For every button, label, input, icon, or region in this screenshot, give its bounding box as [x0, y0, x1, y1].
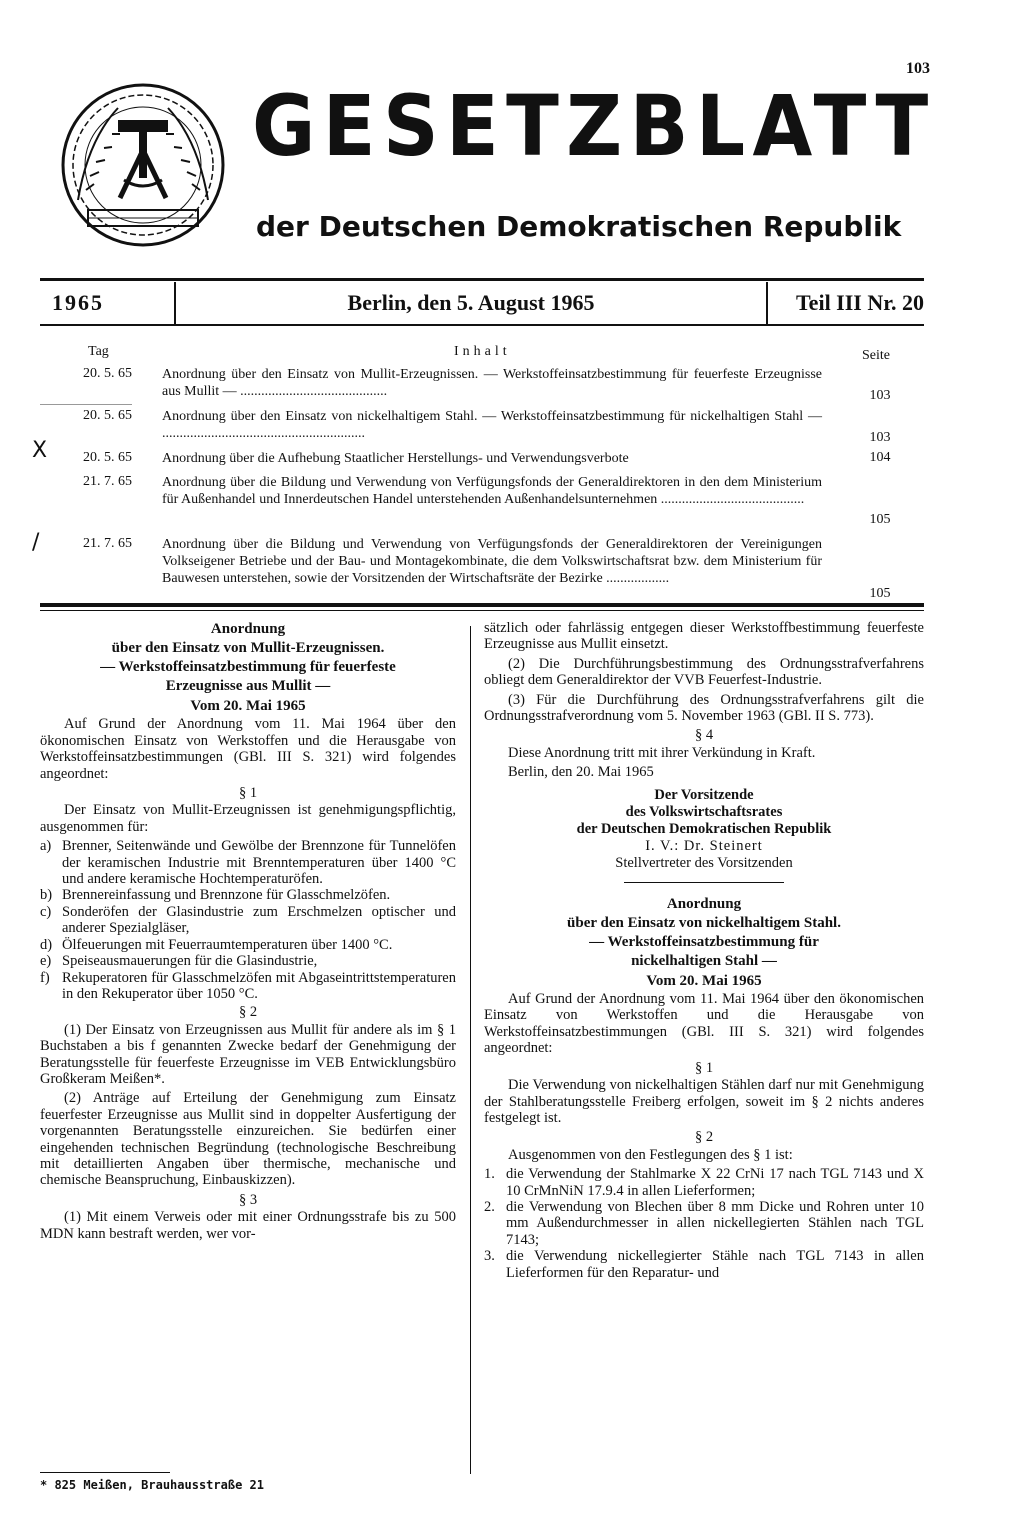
article1-s2-p2: (2) Anträge auf Erteilung der Genehmigung zum Einsatz feuerfester Erzeugnisse aus Mullit sind in doppelter Ausfertigung der vorgenannten Beratungsstelle einzureichen. Sie bedürfen einer eingehenden technischen Begründung (technologische Beschreibung mit detaillierten Angaben über thermische, mechanische und chemische Beanspruchung, Einbauskizzen). [40, 1090, 456, 1189]
article2-title-line: — Werkstoffeinsatzbestimmung für [589, 933, 819, 950]
signature-line: Der Vorsitzende [654, 786, 754, 803]
list-item-text: Ölfeuerungen mit Feuerraumtemperaturen über 1400 °C. [62, 936, 393, 953]
column-divider [470, 626, 471, 1474]
toc-entry [32, 528, 924, 604]
toc-bottom-rule [40, 603, 924, 607]
article1-title [40, 620, 456, 696]
issue-year: 1965 [52, 290, 104, 315]
toc-entry-title: Anordnung über die Aufhebung Staatlicher Herstellungs- und Verwendungsverbote [162, 451, 629, 466]
list-item [40, 904, 456, 937]
toc-header [40, 340, 924, 364]
top-rule [40, 278, 924, 281]
toc-entry-page: 103 [869, 430, 891, 445]
list-item-label: b) [40, 887, 53, 904]
list-item-text: Brennereinfassung und Brennzone für Glasschmelzöfen. [62, 887, 391, 904]
article1-s4-text: Diese Anordnung tritt mit ihrer Verkündung in Kraft. [508, 744, 816, 761]
list-item-text: die Verwendung nickellegierter Stähle nach TGL 7143 in allen Lieferformen für den Reparatur- und [506, 1248, 924, 1281]
list-item-text: Rekuperatoren für Glasschmelzöfen mit Abgaseintrittstemperaturen in den Rekuperator über 1050 °C. [62, 969, 456, 1002]
article1-s3-p3: (3) Für die Durchführung des Ordnungsstrafverfahrens gilt die Ordnungsstrafverordnung vom 5. November 1963 (GBl. II S. 773). [484, 691, 924, 725]
list-item [40, 937, 456, 953]
list-item-label: c) [40, 903, 52, 920]
toc-entry-date: 20. 5. 65 [83, 366, 132, 381]
right-column [484, 620, 924, 1281]
toc-entry-page: 103 [869, 388, 891, 403]
article2-title [484, 895, 924, 971]
toc-entry-title: Anordnung über den Einsatz von nickelhaltigem Stahl. — Werkstoffeinsatzbestimmung für nickelhaltigen Stahl — .......................................................... [162, 409, 822, 441]
article1-title-line: — Werkstoffeinsatzbestimmung für feuerfeste [100, 659, 396, 675]
left-column [40, 620, 456, 1245]
masthead-subtitle: der Deutschen Demokratischen Republik [256, 210, 902, 243]
article1-section-4: § 4 [694, 727, 714, 744]
article1-signature-role: Stellvertreter des Vorsitzenden [615, 854, 793, 871]
handwritten-mark-icon: X [32, 438, 48, 463]
list-item-label: 2. [484, 1198, 495, 1215]
list-item-text: Speiseausmauerungen für die Glasindustrie, [62, 953, 318, 970]
toc-bottom-rule-thin [40, 610, 924, 611]
list-item [484, 1199, 924, 1248]
article2-date: Vom 20. Mai 1965 [646, 972, 762, 989]
toc-col-page: Seite [862, 348, 890, 363]
footnote-rule [40, 1472, 170, 1473]
article2-title-line: Anordnung [666, 895, 742, 912]
list-item-text: Brenner, Seitenwände und Gewölbe der Brennzone für Tunnelöfen der keramischen Industrie mit Brenntemperaturen über 1400 °C und andere keramische Hochtemperaturöfen. [62, 838, 456, 888]
list-item [40, 970, 456, 1003]
article2-preamble: Auf Grund der Anordnung vom 11. Mai 1964 über den ökonomischen Einsatz von Werkstoffen und die Herausgabe von Werkstoffeinsatzbestimmungen (GBl. III S. 321) wird folgendes angeordnet: [484, 991, 924, 1057]
list-item-label: f) [40, 969, 50, 986]
issue-part-number: Teil III Nr. 20 [796, 290, 924, 315]
article2-title-line: nickelhaltigen Stahl — [631, 952, 777, 969]
article1-section-1: § 1 [238, 785, 258, 802]
list-item [484, 1166, 924, 1199]
toc-entry-page: 105 [869, 512, 891, 527]
list-item-label: a) [40, 838, 52, 855]
article1-preamble: Auf Grund der Anordnung vom 11. Mai 1964 über den ökonomischen Einsatz von Werkstoffen und die Herausgabe von Werkstoffeinsatzbestimmungen (GBl. III S. 321) wird folgendes angeordnet: [40, 716, 456, 782]
table-of-contents [32, 340, 924, 604]
article-separator [624, 882, 784, 883]
list-item-label: d) [40, 936, 53, 953]
toc-entry-title: Anordnung über die Bildung und Verwendung von Verfügungsfonds der Generaldirektoren in den dem Ministerium für Außenhandel und Innerdeutschen Handel unterstehenden Außenhandelsunternehmen ......................................... [162, 475, 822, 507]
list-item-label: 1. [484, 1166, 495, 1183]
toc-entry [32, 438, 924, 466]
list-item [484, 1248, 924, 1281]
page-number: 103 [906, 60, 930, 77]
article1-title-line: über den Einsatz von Mullit-Erzeugnissen. [111, 640, 385, 656]
state-emblem-icon [58, 80, 228, 250]
toc-entry-date: 21. 7. 65 [83, 536, 132, 551]
article1-date: Vom 20. Mai 1965 [190, 698, 306, 714]
issue-bottom-rule [40, 324, 924, 326]
article1-s2-p1: (1) Der Einsatz von Erzeugnissen aus Mullit für andere als im § 1 Buchstaben a bis f genannten Zwecke bedarf der Genehmigung der Beratungsstelle für feuerfeste Erzeugnisse im VEB Entwicklungsbüro Großkeram Meißen*. [40, 1021, 456, 1087]
toc-entry [40, 404, 924, 444]
handwritten-mark-icon: / [32, 530, 40, 555]
article1-section-3: § 3 [238, 1191, 258, 1208]
article1-place-date: Berlin, den 20. Mai 1965 [508, 764, 654, 781]
footnote: * 825 Meißen, Brauhausstraße 21 [40, 1478, 264, 1492]
article1-s3-p1: (1) Mit einem Verweis oder mit einer Ordnungsstrafe bis zu 500 MDN kann bestraft werden, wer vor- [40, 1209, 456, 1242]
list-item-text: die Verwendung von Blechen über 8 mm Dicke und Rohren unter 10 mm Außendurchmesser in allen nickellegierten Stählen nach TGL 7143; [506, 1198, 924, 1248]
toc-entry-title: Anordnung über den Einsatz von Mullit-Erzeugnissen. — Werkstoffeinsatzbestimmung für feuerfeste Erzeugnisse aus Mullit — .......................................... [162, 367, 822, 399]
article1-s3-p2: (2) Die Durchführungsbestimmung des Ordnungsstrafverfahrens obliegt dem Generaldirektor der VVB Feuerfest-Industrie. [484, 655, 924, 689]
signature-line: I. V.: Dr. Steinert [645, 837, 763, 854]
article1-title-line: Anordnung [210, 621, 286, 637]
list-item-label: e) [40, 953, 52, 970]
list-item-text: Sonderöfen der Glasindustrie zum Erschmelzen optischer und anderer Spezialgläser, [62, 903, 456, 937]
article2-title-line: über den Einsatz von nickelhaltigem Stahl. [567, 914, 841, 931]
toc-entry-title: Anordnung über die Bildung und Verwendung von Verfügungsfonds der Generaldirektoren der Vereinigungen Volkseigener Betriebe und der Bau- und Montagekombinate, die dem Volkswirtschaftsrat bzw. dem Ministerium für Bauwesen unterstehen, sowie der Vorsitzenden der Wirtschaftsräte der Bezirke .................. [162, 537, 822, 586]
article2-s2-text: Ausgenommen von den Festlegungen des § 1 ist: [508, 1146, 793, 1163]
list-item-text: die Verwendung der Stahlmarke X 22 CrNi 17 nach TGL 7143 und X 10 CrMnNiN 17.9.4 in allen Lieferformen; [506, 1166, 924, 1199]
toc-entry-page: 105 [869, 586, 891, 601]
article2-s1-text: Die Verwendung von nickelhaltigen Stählen darf nur mit Genehmigung der Stahlberatungsstelle Freiberg erfolgen, soweit im § 2 nichts anderes festgelegt ist. [484, 1077, 924, 1126]
article2-section-1: § 1 [694, 1059, 714, 1076]
issue-bar [40, 282, 924, 324]
article2-section-2: § 2 [694, 1129, 714, 1146]
toc-col-title: Inhalt [454, 344, 511, 359]
list-item [40, 838, 456, 887]
list-item [40, 953, 456, 969]
article1-s1-text: Der Einsatz von Mullit-Erzeugnissen ist genehmigungspflichtig, ausgenommen für: [40, 802, 456, 835]
article1-section-2: § 2 [238, 1004, 258, 1021]
signature-line: des Volkswirtschaftsrates [625, 803, 783, 820]
toc-entry [40, 364, 924, 404]
toc-col-date: Tag [88, 344, 109, 359]
article1-title-line: Erzeugnisse aus Mullit — [165, 678, 331, 694]
article1-s3-p1-continued: sätzlich oder fahrlässig entgegen dieser Werkstoffbestimmung feuerfeste Erzeugnisse aus Mullit einsetzt. [484, 620, 924, 653]
toc-entry-date: 20. 5. 65 [83, 450, 132, 465]
list-item [40, 887, 456, 903]
article1-signature [484, 787, 924, 855]
toc-entry [40, 466, 924, 528]
issue-place-date: Berlin, den 5. August 1965 [174, 282, 768, 324]
signature-line: der Deutschen Demokratischen Republik [576, 820, 832, 837]
toc-entry-date: 20. 5. 65 [83, 408, 132, 423]
list-item-label: 3. [484, 1248, 495, 1265]
masthead-title: GESETZBLATT [252, 77, 936, 175]
toc-entry-date: 21. 7. 65 [83, 474, 132, 489]
toc-entry-page: 104 [869, 450, 891, 465]
